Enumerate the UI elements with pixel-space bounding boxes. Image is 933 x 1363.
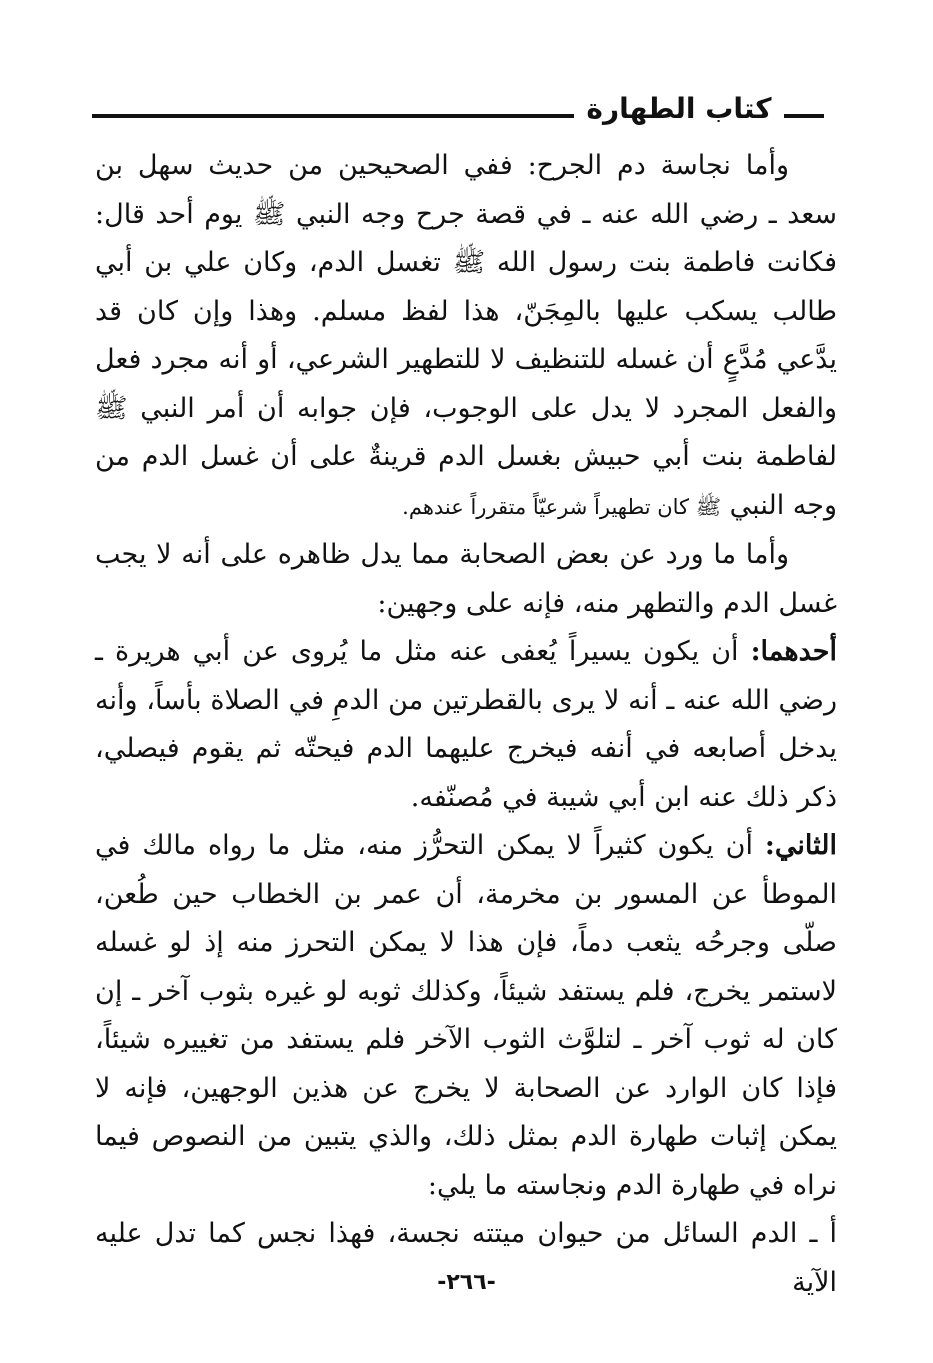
paragraph-keyword: أحدهما: xyxy=(750,636,837,667)
page-number: -٢٦٦- xyxy=(437,1270,496,1295)
paragraph-text: ﷺ كان تطهيراً شرعيّاً متقرراً عندهم. xyxy=(402,494,722,519)
header-title: كتاب الطهارة xyxy=(586,92,772,125)
running-header xyxy=(92,92,830,136)
paragraph-p1 xyxy=(95,142,837,531)
paragraph-text: أن يكون يسيراً يُعفى عنه مثل ما يُروى عن أبي هريرة ـ رضي الله عنه ـ أنه لا يرى بالقطرتين من الدمِ في الصلاة بأساً، وأنه يدخل أصابعه في أنفه فيخرج عليهما الدم فيحتّه ثم يقوم فيصلي، ذكر ذلك عنه ابن أبي شيبة في مُصنّفه. xyxy=(95,636,837,813)
paragraph-text: وأما نجاسة دم الجرح: ففي الصحيحين من حديث سهل بن سعد ـ رضي الله عنه ـ في قصة جرح وجه النبي ﷺ يوم أحد قال: فكانت فاطمة بنت رسول الله ﷺ تغسل الدم، وكان علي بن أبي طالب يسكب عليها بالمِجَنّ، هذا لفظ مسلم. وهذا وإن كان قد يدَّعي مُدَّعٍ أن غسله للتنظيف لا للتطهير الشرعي، أو أنه مجرد فعل والفعل المجرد لا يدل على الوجوب، فإن جوابه أن أمر النبي ﷺ لفاطمة بنت أبي حبيش بغسل الدم قرينةٌ على أن غسل الدم من وجه النبي xyxy=(95,150,837,521)
paragraph-text: أن يكون كثيراً لا يمكن التحرُّز منه، مثل ما رواه مالك في الموطأ عن المسور بن مخرمة، أن عمر بن الخطاب حين طُعن، صلّى وجرحُه يثعب دماً، فإن هذا لا يمكن التحرز منه إذ لو غسله لاستمر يخرج، فلم يستفد شيئاً، وكذلك ثوبه لو غيره بثوب آخر ـ إن كان له ثوب آخر ـ لتلوَّث الثوب الآخر فلم يستفد من تغييره شيئاً، فإذا كان الوارد عن الصحابة لا يخرج عن هذين الوجهين، فإنه لا يمكن إثبات طهارة الدم بمثل ذلك، والذي يتبين من النصوص فيما نراه في طهارة الدم ونجاسته ما يلي: xyxy=(95,830,837,1201)
paragraph-p2 xyxy=(95,531,837,628)
header-rule-short xyxy=(784,114,824,118)
header-rule-long xyxy=(92,114,574,118)
paragraph-p4 xyxy=(95,822,837,1210)
paragraph-text: وأما ما ورد عن بعض الصحابة مما يدل ظاهره على أنه لا يجب غسل الدم والتطهر منه، فإنه على وجهين: xyxy=(95,539,837,619)
paragraph-text: أ ـ الدم السائل من حيوان ميتته نجسة، فهذا نجس كما تدل عليه الآية xyxy=(95,1218,837,1298)
paragraph-keyword: الثاني: xyxy=(764,830,837,861)
body-text xyxy=(95,142,837,1307)
paragraph-p3 xyxy=(95,628,837,822)
